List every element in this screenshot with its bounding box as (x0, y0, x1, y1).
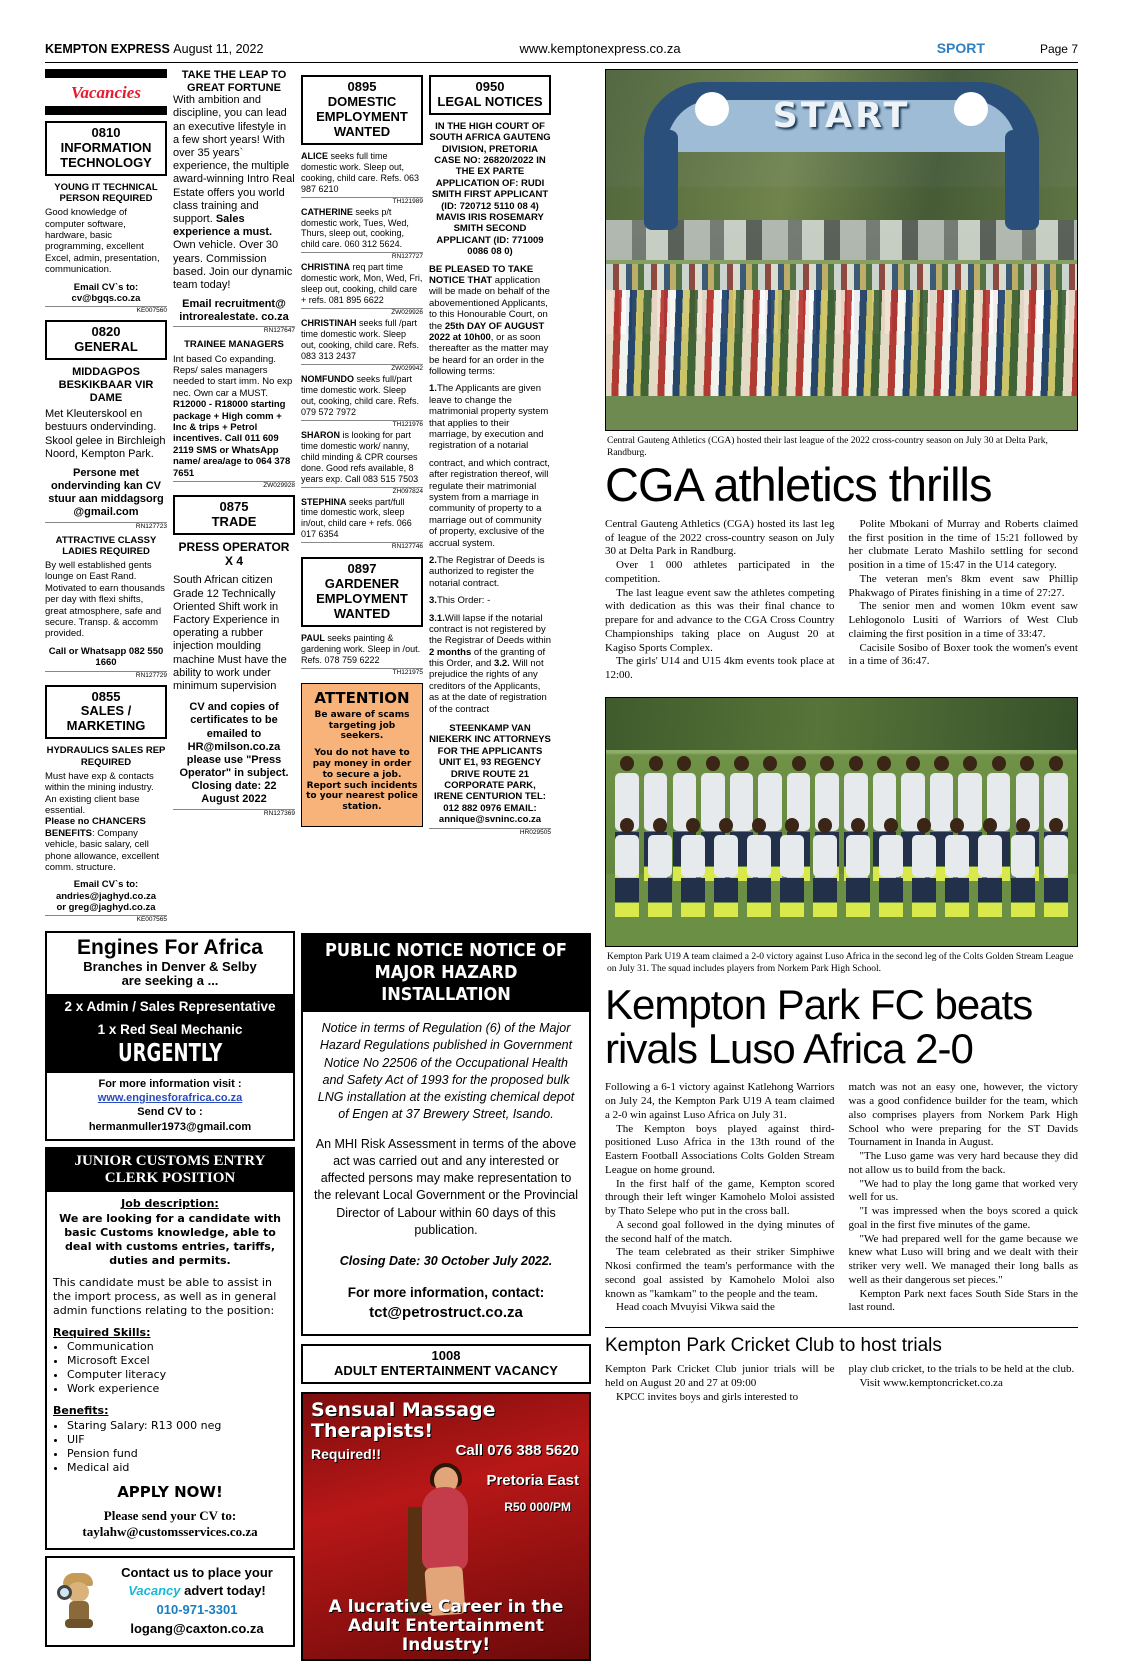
category-0875 (173, 495, 295, 535)
website-url[interactable]: www.kemptonexpress.co.za (519, 41, 681, 56)
legal-item-31: Will lapse if the notarial contract is not registered by the Registrar of Deeds within (429, 612, 551, 647)
domestic-ref: ZW029926 (301, 308, 423, 317)
adult-ad-phone[interactable]: Call 076 388 5620 (455, 1441, 579, 1459)
adult-ad-image (303, 1394, 589, 1659)
arch-leg-left (644, 130, 678, 230)
gardener-ref: TH121975 (301, 668, 423, 677)
adult-ad-required: Required!! (311, 1445, 381, 1462)
paragraph: Visit www.kemptoncricket.co.za (859, 1376, 1003, 1389)
public-notice-title: PUBLIC NOTICE NOTICE OF MAJOR HAZARD INSTALLATION (303, 935, 589, 1012)
contact-line-1: Contact us to place your (121, 1564, 273, 1580)
customs-apply-now: APPLY NOW! (117, 1482, 223, 1501)
category-0855 (45, 685, 167, 740)
section-label: SPORT (936, 40, 985, 56)
paragraph: The girls' U14 and U15 4km events took place at 12:00. (605, 655, 835, 682)
domestic-text: seeks full /part time domestic work. Sleep out, cooking, child care. Refs. 083 313 2437 (301, 318, 420, 362)
ad-hydraulics-contact-label: Email CV`s to: (73, 879, 139, 891)
paragraph: In the first half of the game, Kempton scored through their left winger Kamohelo Moloi assisted by Thato Selepe who put in the cross ball. (605, 1177, 835, 1218)
legal-p1b: , or as soon thereafter as the matter may be heard for an order in the following terms: (429, 331, 549, 378)
lower-right-classifieds (301, 925, 591, 1660)
legal-firm-details: STEENKAMP VAN NIEKERK INC ATTORNEYS FOR THE APPLICANTS UNIT E1, 93 REGENCY DRIVE ROUTE 21 CORPORATE PARK, IRENE CENTURION TEL: 012 882 0976 EMAIL: annique@svninc.co.za (429, 723, 551, 826)
ad-intro-bold: Sales experience a must. (173, 212, 273, 239)
adult-ad-figure (392, 1467, 500, 1617)
photo-kempton-u19-team (606, 698, 1077, 946)
publication-date: August 11, 2022 (173, 42, 264, 56)
ad-intro-heading: TAKE THE LEAP TO GREAT FORTUNE (181, 69, 287, 94)
player (714, 818, 738, 917)
list-item: • Computer literacy (67, 1368, 287, 1382)
customs-jd: We are looking for a candidate with basic Customs knowledge, able to deal with customs entries, tariffs, duties and permits. (59, 1211, 281, 1267)
category-name: ADULT ENTERTAINMENT VACANCY (334, 1362, 558, 1378)
list-item (301, 430, 423, 496)
ad-middagpos-heading: MIDDAGPOS BESKIKBAAR VIR DAME (58, 366, 154, 405)
trees-background (606, 698, 1077, 750)
ad-it-heading: YOUNG IT TECHNICAL PERSON REQUIRED (54, 181, 158, 205)
efa-seeking: are seeking a ... (121, 973, 219, 989)
classified-column-4 (429, 69, 551, 923)
ad-ladies-body: By well established gents lounge on East Rand. Motivated to earn thousands per day with flexi shifts, great atmosphere, safe and secure. Transp. & accomm provided. (45, 560, 165, 640)
public-notice-p1: Notice in terms of Regulation (6) of the Major Hazard Regulations published in Government Notice No 22506 of the Occupational Health and Safety Act of 1993 for the proposed bulk LNG installation at the existing chemical depot of Engen at 37 Brewery Street, Isando. (317, 1021, 575, 1122)
ad-hydraulics-body1: Must have exp & contacts within the mining industry. An existing client base essential. (45, 770, 154, 816)
category-name: GARDENER EMPLOYMENT WANTED (316, 576, 408, 622)
article3-body (605, 1363, 1078, 1404)
paragraph: Central Gauteng Athletics (CGA) hosted its last leg of league of the 2022 cross-country season on July 30 at Delta Park in Randburg. (605, 517, 835, 558)
player (747, 818, 771, 917)
customs-skills-list (53, 1340, 287, 1396)
customs-benefits-label: Benefits: (53, 1404, 109, 1418)
list-item: • Staring Salary: R13 000 neg (67, 1419, 287, 1433)
ad-press-contact[interactable]: CV and copies of certificates to be emailed to HR@milson.co.za please use "Press Operator" in subject. Closing date: 22 August 2022 (179, 701, 289, 806)
ad-press-heading: PRESS OPERATOR X 4 (178, 539, 290, 568)
efa-branches: Branches in Denver & Selby (83, 958, 257, 974)
customs-send-label: Please send your CV to: (103, 1508, 237, 1524)
ad-ladies-ref: RN127729 (45, 671, 167, 679)
ad-middagpos-body: Met Kleuterskool en bestuurs ondervinding. Skool gelee in Birchleigh Noord, Kempton Park. (45, 408, 166, 460)
classified-column-3 (301, 69, 423, 923)
engines-for-africa-ad[interactable] (45, 931, 295, 1140)
domestic-text: req part time domestic work, Mon, Wed, Fri, sleep out, cooking, child care + refs. 081 895 6622 (301, 262, 423, 306)
legal-item-3-num: 3. (429, 595, 437, 607)
category-number: 0810 (91, 125, 121, 140)
efa-email[interactable]: hermanmuller1973@gmail.com (88, 1120, 252, 1133)
list-item (301, 633, 423, 677)
public-notice-p2: An MHI Risk Assessment in terms of the above act was carried out and any interested or affected persons may make representation to the relevant Local Government or the Provincial Director of Labour within 60 days of this publication. (313, 1136, 579, 1237)
ad-trainee-body2: + Petrol incentives. Call 011 609 2119 SMS or WhatsApp name/ area/age to 064 378 7651 (173, 422, 291, 479)
article3-column-1 (605, 1363, 835, 1404)
category-number: 0875 (219, 498, 249, 514)
publication-name: KEMPTON EXPRESS (45, 42, 170, 56)
player (945, 818, 969, 917)
efa-title: Engines For Africa (77, 936, 263, 960)
domestic-name: STEPHINA (301, 496, 347, 507)
domestic-text: is looking for part time domestic work/ nanny, child minding & CPR courses done. Good refs available, 8 years exp. Call 083 515 7503 (301, 429, 419, 484)
category-number: 0820 (91, 324, 121, 340)
classifieds-section (45, 69, 591, 1661)
paragraph: The senior men and women 10km event saw Lehlogonolo Lusiti of Warriors of West Club claiming the first position in a time of 33:47. (848, 600, 1078, 640)
legal-ref: HR029505 (429, 828, 551, 836)
player (1044, 818, 1068, 917)
list-item: • Medical aid (67, 1461, 287, 1475)
category-number: 0895 (347, 79, 377, 94)
paragraph: Polite Mbokani of Murray and Roberts claimed the first position in the time of 15:21 followed by her clubmate Lerato Mashilo settling for second position in a time of 15:47 in the U14 category. (848, 517, 1078, 572)
list-item (301, 262, 423, 317)
efa-info-label: For more information visit : (98, 1077, 242, 1090)
adult-entertainment-ad[interactable] (301, 1392, 591, 1661)
ad-trainee-ref: ZW029928 (173, 481, 295, 489)
paragraph: The team celebrated as their striker Simphiwe Nkosi confirmed the team's performance with the second goal assisted by Kamohelo Moloi also known as "kamkam" to the people and the team. (605, 1246, 835, 1300)
legal-item-31-num: 3.1. (429, 612, 445, 624)
efa-website-link[interactable]: www.enginesforafrica.co.za (97, 1092, 243, 1105)
article2-column-1 (605, 1081, 835, 1315)
customs-benefits-list (53, 1419, 287, 1475)
team-photo (605, 697, 1078, 947)
customs-jd-label: Job description: (121, 1197, 219, 1211)
domestic-name: ALICE (301, 150, 328, 161)
adult-ad-foot-2: Adult Entertainment Industry! (347, 1615, 545, 1655)
ad-it-body: Good knowledge of computer software, hardware, basic programming, excellent Excel, admin, presentation, communication. (45, 207, 160, 276)
category-0950 (429, 75, 551, 115)
attention-title: ATTENTION (314, 688, 410, 707)
article2-headline: Kempton Park FC beats rivals Luso Africa 2-0 (605, 981, 1033, 1073)
article1-body (605, 518, 1078, 683)
paragraph: "We had prepared well for the game because we knew what Luso will bring and we dealt with their striker very well. We managed their long balls as well as their dangerous set pieces." (848, 1232, 1078, 1286)
ad-ladies-contact[interactable]: Call or Whatsapp 082 550 1660 (48, 645, 164, 669)
ad-it-ref: KE007560 (45, 306, 167, 314)
attention-paragraph-1: Be aware of scams targeting job seekers. (314, 709, 410, 742)
domestic-ref: TH121989 (301, 197, 423, 206)
player (978, 818, 1002, 917)
category-0820 (45, 320, 167, 360)
classified-column-2 (173, 69, 295, 923)
page-columns (45, 69, 1078, 1661)
legal-item-1-num: 1. (429, 383, 437, 395)
category-name: LEGAL NOTICES (437, 93, 543, 109)
article2-body (605, 1081, 1078, 1315)
attention-paragraph-2: You do not have to pay money in order to secure a job. Report such incidents to your nearest police station. (306, 748, 418, 813)
ad-trainee-heading: TRAINEE MANAGERS (184, 339, 284, 351)
ad-hydraulics-body2: : Company vehicle, basic salary, cell phone allowance, excellent comm. structure. (45, 827, 160, 873)
list-item (301, 497, 423, 552)
legal-item-1: The Applicants are given leave to change the matrimonial property system that applies to their marriage, by execution and registration of a notarial (429, 383, 549, 452)
domestic-text: seeks part/full time domestic work, sleep in/out, child care + refs. 066 017 6354 (301, 496, 412, 540)
paragraph: A second goal followed in the dying minutes of the second half of the match. (605, 1218, 835, 1245)
start-banner-text: START (772, 96, 911, 136)
paragraph: The Kempton boys played against third-positioned Luso Africa in the 13th round of the Eastern Football Associations Colts Golden Stream League on home ground. (605, 1122, 835, 1176)
domestic-ref: RN127727 (301, 252, 423, 261)
legal-item-2-num: 2. (429, 554, 437, 566)
page-number: Page 7 (1039, 42, 1078, 56)
adult-ad-foot-1: A lucrative Career in the (328, 1596, 564, 1617)
domestic-ref: ZH097824 (301, 487, 423, 496)
list-item: • Microsoft Excel (67, 1354, 287, 1368)
public-notice-email[interactable]: tct@petrostruct.co.za (369, 1304, 523, 1322)
public-notice-closing-date: Closing Date: 30 October July 2022. (339, 1254, 553, 1269)
category-0810 (45, 121, 167, 176)
list-item: • UIF (67, 1433, 287, 1447)
legal-case-heading: IN THE HIGH COURT OF SOUTH AFRICA GAUTENG DIVISION, PRETORIA CASE NO: 26820/2022 IN THE EX PARTE APPLICATION OF: RUDI SMITH FIRST APPLICANT (ID: 720712 5110 08 4) MAVIS IRIS ROSEMARY SMITH SECOND APPLICANT (ID: 771009 0086 08 0) (429, 120, 551, 258)
ad-hydraulics-benefits-label: Please no CHANCERS BENEFITS (45, 816, 146, 839)
domestic-name: CHRISTINA (301, 262, 350, 273)
paragraph: Kempton Park Cricket Club junior trials will be held on August 20 and 27 at 09:00 (605, 1363, 835, 1389)
legal-item-32-num: 3.2. (493, 658, 510, 670)
customs-email[interactable]: taylahw@customsservices.co.za (82, 1524, 258, 1540)
masthead-left (45, 42, 263, 56)
junior-customs-clerk-ad[interactable] (45, 1147, 295, 1550)
legal-notice-lead: BE PLEASED TO TAKE NOTICE THAT (429, 263, 534, 286)
list-item (301, 207, 423, 262)
ad-press-body: South African citizen Grade 12 Technically Oriented Shift work in Factory Experience in operating a rubber injection moulding machine Must have the ability to work under minimum supervision (173, 574, 287, 692)
player (780, 818, 804, 917)
paragraph: KPCC invites boys and girls interested to (616, 1390, 799, 1403)
efa-role-1: 2 x Admin / Sales Representative (64, 999, 276, 1015)
photo1-caption: Central Gauteng Athletics (CGA) hosted their last league of the 2022 cross-country season on July 30 at Delta Park, Randburg. (607, 436, 1048, 459)
contact-line-2: advert today! (180, 1583, 266, 1599)
list-item (301, 318, 423, 373)
cross-country-photo (605, 69, 1078, 431)
legal-hearing-date: 25th DAY OF AUGUST 2022 at 10h00 (429, 320, 545, 343)
public-notice-ad (301, 933, 591, 1335)
ad-hydraulics-email1[interactable]: andries@jaghyd.co.za (55, 890, 157, 902)
article1-column-1 (605, 518, 835, 683)
grass-ground (606, 396, 1077, 430)
ad-intro-ref: RN127647 (173, 326, 295, 334)
player (615, 818, 639, 917)
category-name: DOMESTIC EMPLOYMENT WANTED (316, 93, 408, 139)
ad-intro-body1: With ambition and discipline, you can lead an executive lifestyle in a few short years! With over 35 years` experience, the multiple award-winning Intro Real Estate offers you world class training and support. (173, 94, 295, 225)
photo-start-arch (606, 70, 1077, 430)
public-notice-contact-label: For more information, contact: (347, 1285, 545, 1301)
domestic-ref: TH121976 (301, 420, 423, 429)
category-name: GENERAL (74, 339, 138, 355)
ad-press-ref: RN127369 (173, 809, 295, 817)
legal-item-32: Will not prejudice the rights of any creditors of the Applicants, as at the date of registration of the contract (429, 658, 547, 715)
category-name: INFORMATION TECHNOLOGY (60, 139, 152, 170)
category-name: SALES / MARKETING (66, 703, 146, 734)
article1-column-2 (849, 518, 1079, 683)
adult-ad-headline: Sensual Massage Therapists! (311, 1398, 496, 1442)
ad-hydraulics-ref: KE007565 (45, 915, 167, 923)
legal-item-3: This Order: - (436, 595, 491, 607)
legal-item-31b: of the granting of this Order, and (429, 646, 546, 670)
ad-hydraulics-email2[interactable]: or greg@jaghyd.co.za (56, 902, 156, 914)
list-item: • Work experience (67, 1382, 287, 1396)
domestic-text: seeks full/part time domestic work. Sleep out, cooking, child care. Refs. 079 572 7972 (301, 373, 420, 417)
player (1011, 818, 1035, 917)
article1-headline: CGA athletics thrills (605, 458, 992, 512)
category-number: 0897 (347, 561, 377, 577)
place-vacancy-advert-ad[interactable] (45, 1556, 295, 1647)
gardener-text: seeks painting & gardening work. Sleep in /out. Refs. 078 759 6222 (301, 633, 421, 665)
paragraph: Cacisile Sosibo of Boxer took the women's event in a time of 36:47. (848, 641, 1078, 668)
player (912, 818, 936, 917)
contact-vacancy-word: Vacancy (128, 1583, 181, 1599)
category-1008 (301, 1344, 591, 1384)
player (648, 818, 672, 917)
player (879, 818, 903, 917)
scam-attention-box (301, 683, 423, 827)
list-item (301, 151, 423, 206)
customs-title: JUNIOR CUSTOMS ENTRY CLERK POSITION (47, 1149, 293, 1193)
customs-skills-label: Required Skills: (53, 1326, 151, 1340)
category-number: 1008 (431, 1347, 461, 1363)
player (813, 818, 837, 917)
ad-middagpos-contact[interactable]: Persone met ondervinding kan CV stuur aan middagsorg @gmail.com (48, 466, 164, 519)
paragraph: match was not an easy one, however, the victory was a good confidence builder for the team, which also comprises players from Norkem Park High School who were preparing for the ST Davids Tournament in Inanda in August. (848, 1081, 1078, 1149)
ad-middagpos-ref: RN127723 (45, 522, 167, 530)
paragraph: Head coach Mvuyisi Vikwa said the (616, 1301, 775, 1314)
customs-paragraph: This candidate must be able to assist in the import process, as well as in general admin functions relating to the position: (53, 1275, 277, 1317)
adult-ad-rate: R50 000/PM (504, 1499, 571, 1514)
player (846, 818, 870, 917)
paragraph: The veteran men's 8km event saw Phillip Phakwago of Pirates finishing in a time of 27:27. (848, 572, 1078, 599)
article3-headline: Kempton Park Cricket Club to host trials (605, 1327, 1078, 1357)
paragraph: play club cricket, to the trials to be held at the club. (848, 1363, 1075, 1376)
player (681, 818, 705, 917)
domestic-ref: ZW029942 (301, 364, 423, 373)
detective-mascot-icon (51, 1571, 105, 1631)
arch-leg-right (1005, 130, 1039, 230)
ad-hydraulics-heading: HYDRAULICS SALES REP REQUIRED (46, 745, 166, 768)
editorial-section (605, 69, 1078, 1661)
domestic-name: NOMFUNDO (301, 373, 354, 384)
domestic-text: seeks p/t domestic work, Tues, Wed, Thurs, sleep out, cooking, child care. 060 312 5624. (301, 206, 409, 250)
classified-column-1 (45, 69, 167, 923)
paragraph: Following a 6-1 victory against Katlehong Warriors on July 24, the Kempton Park U19 A team claimed a 2-0 win against Luso Africa on July 31. (605, 1081, 835, 1121)
vacancies-heading: Vacancies (71, 83, 141, 102)
legal-two-months: 2 months (429, 646, 472, 658)
vacancies-bar-top (45, 69, 167, 78)
category-0895 (301, 75, 423, 145)
vacancies-bar-bottom (45, 106, 167, 115)
efa-send-label: Send CV to : (137, 1106, 203, 1119)
domestic-name: SHARON (301, 429, 341, 440)
lower-left-ads (45, 925, 295, 1646)
ad-trainee-body1: Int based Co expanding. Reps/ sales managers needed to start imm. No exp nec. Own car a MUST. (173, 353, 293, 399)
photo2-caption: Kempton Park U19 A team claimed a 2-0 victory against Luso Africa in the second leg of the Colts Golden Stream League on July 31. The squad includes players from Norkem Park High School. (607, 951, 1074, 975)
list-item: • Communication (67, 1340, 287, 1354)
category-name: TRADE (211, 513, 257, 529)
ad-ladies-heading: ATTRACTIVE CLASSY LADIES REQUIRED (55, 534, 157, 557)
paragraph: "The Luso game was very hard because they did not allow us to build from the back. (848, 1150, 1078, 1176)
ad-it-contact-label: Email CV`s to: (73, 281, 139, 293)
domestic-text: seeks full time domestic work. Sleep out, cooking, child care. Refs. 063 987 6210 (301, 150, 420, 194)
adult-ad-region: Pretoria East (486, 1471, 579, 1489)
team-front-row (615, 818, 1067, 917)
legal-item-1-cont: contract, and which contract, after registration thereof, will regulate their matrimonial system from a marriage in community of property to a marriage out of community of property, exclusive of the accrual system. (429, 457, 550, 549)
domestic-name: CHRISTINAH (301, 318, 357, 329)
domestic-name: CATHERINE (301, 206, 353, 217)
legal-p1: application will be made on behalf of the abovementioned Applicants, to this Honourable Court, on the (429, 274, 550, 332)
ad-intro-contact[interactable]: Email recruitment@ introrealestate. co.za (179, 298, 289, 324)
paragraph: "I was impressed when the boys scored a quick goal in the first five minutes of the game. (848, 1205, 1078, 1231)
domestic-ref: RN127746 (301, 542, 423, 551)
ad-it-contact-value[interactable]: cv@bgqs.co.za (71, 292, 141, 304)
contact-phone[interactable]: 010-971-3301 (156, 1602, 238, 1618)
ad-intro-body2: Own vehicle. Over 30 years. Commission based. Join our dynamic team today! (173, 239, 293, 291)
efa-urgently: URGENTLY (117, 1037, 223, 1067)
article3-column-2 (849, 1363, 1079, 1404)
runners-group (606, 290, 1077, 400)
efa-role-2: 1 x Red Seal Mechanic (97, 1021, 243, 1037)
category-number: 0950 (475, 79, 505, 94)
category-number: 0855 (91, 688, 121, 704)
paragraph: "We had to play the long game that worked very well for us. (848, 1177, 1078, 1204)
list-item (301, 374, 423, 429)
list-item: • Pension fund (67, 1447, 287, 1461)
legal-item-2: The Registrar of Deeds is authorized to register the notarial contract. (429, 554, 545, 589)
category-0897 (301, 557, 423, 627)
masthead (45, 0, 1078, 63)
paragraph: Over 1 000 athletes participated in the competition. (605, 559, 835, 585)
ad-trainee-package: R12000 - R18000 starting package + High comm + Inc & trips (173, 399, 286, 434)
domestic-listings (301, 151, 423, 552)
article2-column-2 (849, 1081, 1079, 1315)
paragraph: Kempton Park next faces South Side Stars in the last round. (848, 1287, 1078, 1314)
gardener-name: PAUL (301, 633, 325, 644)
contact-email[interactable]: logang@caxton.co.za (130, 1621, 264, 1637)
paragraph: The last league event saw the athletes competing with dedication as this was their final chance to prepare for and advance to the CGA Cross Country Championships taking place on August 20 at Kagiso Sports Complex. (605, 586, 835, 654)
